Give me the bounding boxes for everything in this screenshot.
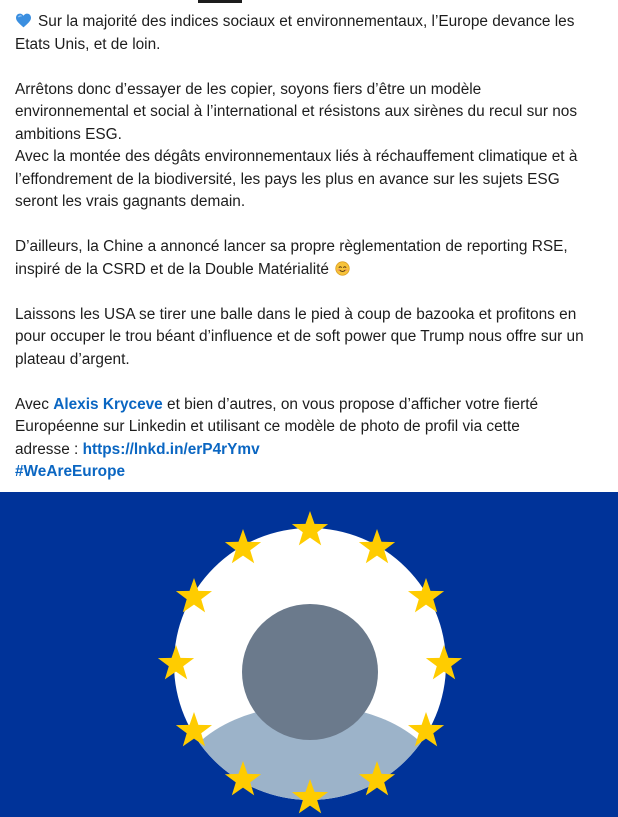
hashtag-link[interactable]: #WeAreEurope <box>15 463 126 480</box>
post-text-line: inspiré de la CSRD et de la Double Matérialité <box>15 260 329 278</box>
post-paragraph <box>15 236 610 281</box>
post-paragraph <box>15 79 610 214</box>
post-paragraph <box>15 394 610 484</box>
post-text-line: Laissons les USA se tirer une balle dans le pied à coup de bazooka et profitons en <box>15 305 577 323</box>
post-image[interactable] <box>0 492 618 817</box>
post-text: Avec <box>15 395 49 413</box>
post-text <box>15 11 610 484</box>
post-text: adresse : <box>15 440 79 458</box>
post-text-line: Sur la majorité des indices sociaux et environnementaux, l’Europe devance les <box>38 13 575 30</box>
post-text-line: Européenne sur Linkedin et utilisant ce modèle de photo de profil via cette <box>15 418 520 435</box>
post-paragraph-intro <box>15 11 610 56</box>
post-text-line: l’effondrement de la biodiversité, les pays les plus en avance sur les sujets ESG <box>15 170 560 188</box>
post-text-line: Avec la montée des dégâts environnementaux liés à réchauffement climatique et à <box>15 148 578 165</box>
smiling-face-icon <box>335 261 350 276</box>
post-text: et bien d’autres, on vous propose d’afficher votre fierté <box>167 395 539 413</box>
post-text-line: environnemental et social à l’international et résistons aux sirènes du recul sur nos <box>15 103 578 120</box>
post-paragraph <box>15 304 610 372</box>
post-text-line: seront les vrais gagnants demain. <box>15 193 246 210</box>
post-text-line: Arrêtons donc d’essayer de les copier, soyons fiers d’être un modèle <box>15 80 482 98</box>
post-text-line: Etats Unis, et de loin. <box>15 35 161 53</box>
url-link[interactable]: https://lnkd.in/erP4rYmv <box>82 440 260 458</box>
eu-profile-frame-graphic <box>0 492 618 817</box>
active-tab-indicator <box>198 0 242 3</box>
post-text-line: ambitions ESG. <box>15 125 122 143</box>
post-text-line: plateau d’argent. <box>15 350 130 368</box>
post-text-line: D’ailleurs, la Chine a annoncé lancer sa propre règlementation de reporting RSE, <box>15 238 568 255</box>
blue-heart-icon <box>15 13 32 28</box>
silhouette-head <box>242 604 378 740</box>
mention-link[interactable]: Alexis Kryceve <box>53 395 163 413</box>
post-text-line: pour occuper le trou béant d’influence et de soft power que Trump nous offre sur un <box>15 328 584 345</box>
